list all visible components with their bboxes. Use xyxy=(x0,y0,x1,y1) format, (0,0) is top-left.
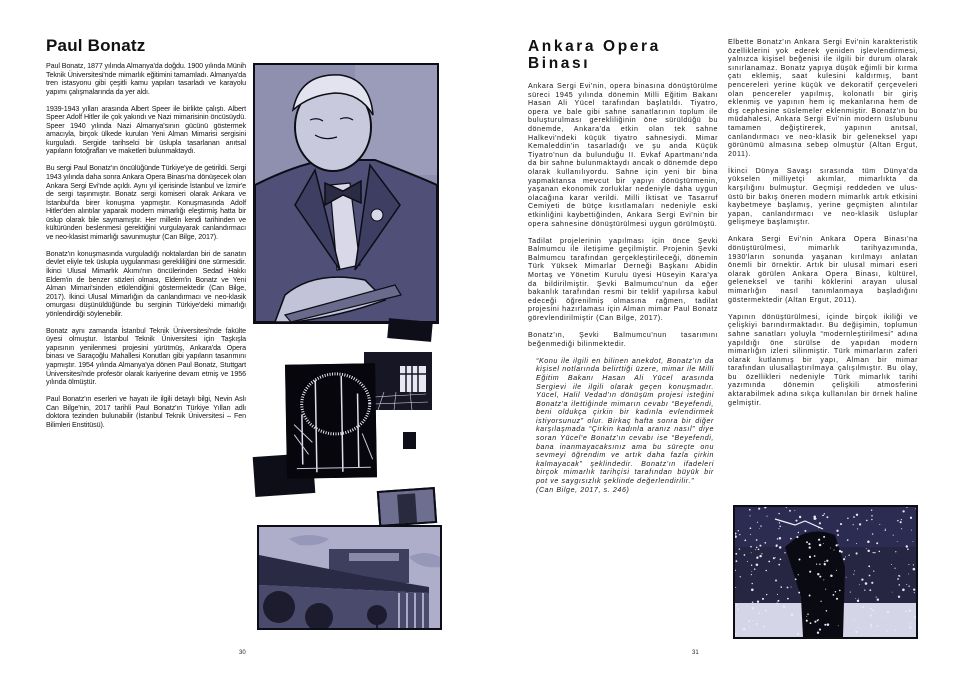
snowflake xyxy=(913,568,916,571)
snowflake xyxy=(814,621,816,623)
snowflake xyxy=(794,510,795,511)
snowflake xyxy=(833,594,835,596)
snowflake xyxy=(761,553,762,554)
snowflake xyxy=(779,537,782,540)
snowflake xyxy=(840,523,842,525)
snowflake xyxy=(853,524,854,525)
snowflake xyxy=(766,594,767,595)
decorative-block xyxy=(403,432,416,449)
snowflake xyxy=(820,601,821,602)
snowflake xyxy=(901,528,902,529)
snowflake xyxy=(857,627,858,628)
snowflake xyxy=(779,522,780,523)
snowflake xyxy=(759,528,760,529)
snowflake xyxy=(751,552,752,553)
snowflake xyxy=(894,568,895,569)
quote-text: “Konu ile ilgili en bilinen anekdot, Bonatz'ın da kişisel notlarında belirttiği üzere, mimar ile Milli Eğitim Bakanı Hasan Ali Yücel arasında Sergievi ile ilgili olarak geçen konuşmadır. Yücel, Halil Vedad'ın dönüşüm projesi isteğini Bonatz'a ilettiğinde mimarın cevabı “Beyefendi, beni oldukça çirkin bir kadınla evlendirmek istiyorsunuz” olur. Birkaç hafta sonra bir diğer karşılaşmada “Çirkin kadınla aranız nasıl” diye soran Yücel'e Bonatz'ın cevabı ise “Beyefendi, bana inanmayacaksınız ama bu süreçte onu sevmeyi öğrendim ve artık daha fazla çirkin kalmayacak” şeklindedir. Bonatz'ın ifadeleri birçok mimarlık tarihçisi tarafından büyük bir pot ve saygısızlık şeklinde değerlendirilir.” xyxy=(536,356,714,486)
snowflake xyxy=(743,628,746,631)
portrait-illustration xyxy=(253,63,439,324)
snowflake xyxy=(885,528,886,529)
snowflake xyxy=(766,516,767,517)
snowflake xyxy=(781,587,782,588)
snowflake xyxy=(893,535,894,536)
snowflake xyxy=(868,565,870,567)
snowflake xyxy=(845,557,846,558)
snowflake xyxy=(756,563,759,566)
snowflake xyxy=(791,613,794,616)
snowflake xyxy=(778,513,779,514)
snowflake xyxy=(873,552,874,553)
snowflake xyxy=(835,591,837,593)
snowflake xyxy=(836,570,837,571)
snowflake xyxy=(818,539,820,541)
snowflake xyxy=(877,635,878,636)
decorative-block xyxy=(387,318,433,342)
snowflake xyxy=(824,624,826,626)
snowflake xyxy=(892,592,893,593)
snowflake xyxy=(895,629,896,630)
snowflake xyxy=(910,517,912,519)
paragraph: Tadilat projelerinin yapılması için önce Şevki Balmumcu ile iletişime geçilmiştir. Projenin Şevki Balmumcu tarafından gerçekleştirileceği, dönemin Türk Yüksek Mimarlar Derneği Başkanı Abidin Mortaş ve Yönetim Kurulu üyesi Hüseyin Kara'ya da bildirilmiştir. Şevki Balmumcu'nun da eğer bakanlık tarafından resmi bir teklif yapılırsa kabul edeceği öğrenilmiş olmasına rağmen, tadilat projesini hazırlaması için Alman mimar Paul Bonatz görevlendirilmiştir (Can Bilge, 2017). xyxy=(528,236,718,322)
snowflake xyxy=(908,573,909,574)
snowflake xyxy=(768,561,770,563)
snowflake xyxy=(877,625,879,627)
snowflake xyxy=(747,561,748,562)
paragraph: Yapının dönüştürülmesi, içinde birçok ikiliği ve çelişkiyi barındırmaktadır. Bu değişimin, toplumun sahne sanatları yoluyla “modernleştirilmesi” adına yapıldığı öne sürülse de yapıdan modern mimarlığın izleri silinmiştir. Türk mimarların zaferi olarak kutlanmış bir yapı, Alman bir mimar tarafından ulusallaştırılmaya çalışılmıştır. Bu olay, bu özellikleri nedeniyle Türk mimarlık tarihi yazımında dönemin çelişkili atmosferini aktarabilmek adına sıkça kullanılan bir örnek haline gelmiştir. xyxy=(728,312,918,407)
snowflake xyxy=(870,608,872,610)
snowflake xyxy=(735,553,737,555)
snowflake xyxy=(879,551,881,553)
snowflake xyxy=(804,530,806,532)
snowflake xyxy=(752,583,753,584)
snowflake xyxy=(778,564,780,566)
snowflake xyxy=(758,612,760,614)
snowflake xyxy=(872,609,874,611)
snowflake xyxy=(836,598,838,600)
snowflake xyxy=(902,510,904,512)
snowflake xyxy=(897,578,899,580)
snowflake xyxy=(857,600,859,602)
snowflake xyxy=(776,545,778,547)
snowflake xyxy=(818,527,820,529)
snowflake xyxy=(830,547,831,548)
snowflake xyxy=(855,631,857,633)
snowflake xyxy=(864,589,865,590)
snowflake xyxy=(914,592,915,593)
snowflake xyxy=(859,523,861,525)
snowflake xyxy=(905,611,907,613)
snowflake xyxy=(784,552,785,553)
snowflake xyxy=(835,544,837,546)
snowflake xyxy=(891,564,892,565)
snowflake xyxy=(866,520,868,522)
snowflake xyxy=(837,534,839,536)
snowflake xyxy=(779,546,781,548)
snowflake xyxy=(806,541,808,543)
snowflake xyxy=(750,534,751,535)
snowflake xyxy=(909,626,911,628)
snowflake xyxy=(736,604,738,606)
snowflake xyxy=(817,632,819,634)
snowflake xyxy=(854,570,855,571)
page-title-paul-bonatz: Paul Bonatz xyxy=(46,36,146,55)
snowflake xyxy=(819,576,821,578)
snowstorm-figure-drawing xyxy=(735,507,916,637)
snowflake xyxy=(857,528,858,529)
snowflake xyxy=(762,598,764,600)
snowflake xyxy=(775,557,776,558)
snowflake xyxy=(789,510,791,512)
snowflake xyxy=(869,575,871,577)
snowflake xyxy=(873,570,874,571)
paragraph: İkinci Dünya Savaşı sırasında tüm Dünya'da yükselen milliyetçi akımlar, mimarlıkta da karşılığını bulmuştur. Geçmişi reddeden ve ulus-üstü bir bakış öneren modern mimarlık artık etkisini kaybetmeye başlamış, yerine geçmişten alıntılar yapan, canlandırmacı ve neo-klasik üsluplar gelişmeye başlamıştır. xyxy=(728,166,918,227)
snowflake xyxy=(839,590,841,592)
snowflake xyxy=(809,556,811,558)
paragraph: Paul Bonatz, 1877 yılında Almanya'da doğdu. 1900 yılında Münih Teknik Üniversitesi'nde mimarlık eğitimini tamamladı. Almanya'da tren istasyonu gibi çeşitli kamu yapıları tasarladı ve karayolu yapımı çalışmalarında da yer aldı. xyxy=(46,62,247,96)
snowflake xyxy=(847,539,849,541)
snowflake xyxy=(910,622,911,623)
snowflake xyxy=(900,521,902,523)
snowflake xyxy=(749,515,750,516)
snowflake xyxy=(887,611,889,613)
snowflake xyxy=(897,541,898,542)
snowflake xyxy=(824,513,825,514)
snowflake xyxy=(848,555,849,556)
snowflake xyxy=(809,571,811,573)
snowflake xyxy=(755,549,756,550)
snowflake xyxy=(895,551,896,552)
paragraph: Bu sergi Paul Bonatz'ın öncülüğünde Türkiye'ye de getirildi. Sergi 1943 yılında daha sonra Ankara Opera Binası'na dönüşecek olan Ankara Sergi Evi'nde açıldı. Aynı yıl içerisinde İstanbul ve İzmir'e de sergi taşınmıştır. Bonatz sergi komiseri olarak Ankara ve İstanbul'da birer konuşma yapmıştır. Konuşmasında Adolf Hitler'den alıntılar yaparak modern mimarlığı eleştirmiş hatta bir üslup olarak bile saymamıştır. Her milletin kendi tarihinden ve kültüründen beslenmesi gerektiğini vurgulayarak canlandırmacı ve neo-klasist mimarlığı savunmuştur (Can Bilge, 2017). xyxy=(46,164,246,241)
snowflake xyxy=(909,610,911,612)
snowflake xyxy=(759,555,761,557)
paragraph: Paul Bonatz'ın eserleri ve hayatı ile ilgili detaylı bilgi, Nevin Aslı Can Bilge'nin, 2017 tarihli Paul Bonatz'ın Türkiye Yılları adlı doktora tezinden bulunabilir (İstanbul Teknik Üniversitesi – Fen Bilimleri Enstitüsü). xyxy=(46,395,246,429)
snowflake xyxy=(779,525,781,527)
right-text-column-1 xyxy=(528,82,718,494)
snowflake xyxy=(753,620,754,621)
snowflake xyxy=(855,598,856,599)
snowflake xyxy=(813,516,816,519)
opera-building-drawing xyxy=(259,527,440,628)
left-text-column xyxy=(46,62,246,438)
snowflake xyxy=(861,606,862,607)
snowflake xyxy=(870,615,872,617)
snowflake xyxy=(816,563,817,564)
snowflake xyxy=(853,516,855,518)
snowflake xyxy=(899,584,901,586)
page-number: 31 xyxy=(692,650,699,656)
snowflake xyxy=(735,587,736,588)
snowflake xyxy=(843,558,845,560)
page-number: 30 xyxy=(239,650,246,656)
snowflake xyxy=(750,527,752,529)
snowflake xyxy=(738,530,739,531)
snowflake xyxy=(826,516,828,518)
snowflake xyxy=(826,560,828,562)
snowflake xyxy=(819,564,820,565)
snowflake xyxy=(807,613,809,615)
snowflake xyxy=(871,626,873,628)
snowflake xyxy=(810,622,812,624)
snowflake xyxy=(752,601,753,602)
snowstorm-figure-illustration xyxy=(733,505,918,639)
snowflake xyxy=(798,532,799,533)
snowflake xyxy=(759,545,761,547)
paragraph: Elbette Bonatz'ın Ankara Sergi Evi'nin karakteristik özelliklerini yok ederek yeniden işlevlendirmesi, yalnızca kişisel beğenisi ile ilgili bir durum olarak sınırlanamaz. Bonatz yapıya düşük eğimli bir kırma çatı eklemiş, saat kulesini kaldırmış, bant pencereleri yerine küçük ve dekoratif çerçeveleri olan pencereler yapılmış, kolonatlı bir giriş eklenmiş ve yapının hem iç mekanlarına hem de dış cephesine süslemeler eklenmiştir. Bonatz'ın bu müdahalesi, Ankara Sergi Evi'nin modern üslubunu tamamen değiştirerek, yapının anıtsal, canlandırmacı ve neo-klasik bir geleneksel yapı görünümü almasına sebep olmuştur (Altan Ergut, 2011). xyxy=(728,38,918,158)
snowflake xyxy=(907,548,909,550)
snowflake xyxy=(749,509,751,511)
snowflake xyxy=(870,624,872,626)
snowflake xyxy=(871,582,873,584)
snowflake xyxy=(906,545,908,547)
doorway-illustration xyxy=(377,487,437,527)
paragraph: Ankara Sergi Evi'nin Ankara Opera Binası'na dönüştürülmesi, mimarlık tarihyazımında, 1930'ların sonunda yaşanan kırılmayı anlatan önemli bir örnektir. Artık bir ulusal mimari eseri olarak görülen Ankara Opera Binası, kültürel, geleneksel ve tarihi köklerini arayan ulusal mimarlığın nasıl tanımlanmaya başladığını göstermektedir (Altan Ergut, 2011). xyxy=(728,235,918,304)
snowflake xyxy=(908,586,909,587)
opera-building-illustration xyxy=(257,525,442,630)
snowflake xyxy=(757,601,759,603)
snowflake xyxy=(846,577,847,578)
snowflake xyxy=(818,619,819,620)
snowflake xyxy=(806,620,808,622)
snowflake xyxy=(899,575,900,576)
snowflake xyxy=(913,588,915,590)
snowflake xyxy=(854,619,855,620)
snowflake xyxy=(838,544,839,545)
paragraph: Bonatz aynı zamanda İstanbul Teknik Üniversitesi'nde fakülte üyesi olmuştur. İstanbul Teknik Üniversitesi için Taşkışla yapısının yenilenmesi projesini yürütmüş, Ankara'da Opera binası ve Saraçoğlu Mahallesi Konutları gibi yapıların tasarımını yapmıştır. 1954 yılında Almanya'ya dönen Paul Bonatz, Stuttgart Üniversitesi'nde profesör olarak kariyerine devam etmiş ve 1956 yılında ölmüştür. xyxy=(46,326,246,387)
snowflake xyxy=(751,571,752,572)
snowflake xyxy=(885,529,886,530)
snowflake xyxy=(763,626,765,628)
snowflake xyxy=(861,578,863,580)
snowflake xyxy=(799,516,801,518)
snowflake xyxy=(819,522,821,524)
snowflake xyxy=(839,550,841,552)
rotunda-sketch-illustration xyxy=(285,363,377,479)
snowflake xyxy=(819,544,822,547)
snowflake xyxy=(775,580,777,582)
snowflake xyxy=(748,620,750,622)
snowflake xyxy=(913,564,914,565)
snowflake xyxy=(808,543,810,545)
snowflake xyxy=(865,582,868,585)
snowflake xyxy=(756,557,758,559)
snowflake xyxy=(838,625,839,626)
snowflake xyxy=(809,546,811,548)
snowflake xyxy=(740,576,741,577)
snowflake xyxy=(874,552,875,553)
snowflake xyxy=(790,538,792,540)
snowflake xyxy=(783,606,785,608)
snowflake xyxy=(819,629,821,631)
doorway-drawing xyxy=(379,489,435,525)
snowflake xyxy=(830,574,833,577)
snowflake xyxy=(871,519,872,520)
snowflake xyxy=(823,536,825,538)
snowflake xyxy=(787,587,789,589)
snowflake xyxy=(877,599,879,601)
snowflake xyxy=(765,610,767,612)
snowflake xyxy=(825,589,826,590)
snowflake xyxy=(756,623,758,625)
snowflake xyxy=(739,548,740,549)
snowflake xyxy=(739,534,740,535)
snowflake xyxy=(751,564,752,565)
snowflake xyxy=(796,536,798,538)
snowflake xyxy=(824,564,826,566)
snowflake xyxy=(780,558,782,560)
snowflake xyxy=(758,548,760,550)
snowflake xyxy=(823,543,824,544)
snowflake xyxy=(751,589,754,592)
snowflake xyxy=(850,592,851,593)
snowflake xyxy=(871,509,872,510)
snowflake xyxy=(853,574,854,575)
snowflake xyxy=(906,584,907,585)
snowflake xyxy=(862,606,864,608)
snowflake xyxy=(757,522,758,523)
snowflake xyxy=(901,519,902,520)
snowflake xyxy=(787,598,789,600)
quote-source: (Can Bilge, 2017, s. 246) xyxy=(536,485,630,494)
snowflake xyxy=(847,517,849,519)
snowflake xyxy=(872,533,873,534)
snowflake xyxy=(833,549,834,550)
snowflake xyxy=(744,554,746,556)
paragraph: Bonatz'ın, Şevki Balmumcu'nun tasarımını beğenmediği bilinmektedir. xyxy=(528,331,718,348)
snowflake xyxy=(862,634,863,635)
snowflake xyxy=(869,589,871,591)
snowflake xyxy=(823,515,824,516)
snowflake xyxy=(836,530,838,532)
snowflake xyxy=(797,633,799,635)
snowflake xyxy=(806,616,807,617)
snowflake xyxy=(876,542,878,544)
snowflake xyxy=(871,515,873,517)
snowflake xyxy=(754,568,756,570)
snowflake xyxy=(902,589,905,592)
snowflake xyxy=(795,578,797,580)
snowflake xyxy=(913,541,914,542)
snowflake xyxy=(885,616,886,617)
snowflake xyxy=(859,584,860,585)
snowflake xyxy=(758,508,760,510)
snowflake xyxy=(777,538,778,539)
page-title-ankara-opera: Ankara Opera Binası xyxy=(528,38,661,72)
snowflake xyxy=(795,520,797,522)
snowflake xyxy=(760,525,761,526)
snowflake xyxy=(814,555,816,557)
snowflake xyxy=(736,560,738,562)
snowflake xyxy=(827,623,830,626)
snowflake xyxy=(867,550,869,552)
snowflake xyxy=(752,607,754,609)
rotunda-sketch-drawing xyxy=(285,363,377,479)
snowflake xyxy=(744,540,746,542)
snowflake xyxy=(777,600,779,602)
snowflake xyxy=(867,540,870,543)
paragraph: 1939-1943 yılları arasında Albert Speer ile birlikte çalıştı. Albert Speer Adolf Hitler ile çok yakındı ve Nazi mimarisinin öncüsüydü. Speer 1940 yılında Nazi Almanya'sının gücünü göstermek amacıyla, birçok ülkede kurulan Yeni Alman Mimarisi sergisini kurguladı. Sergide tarihselci bir üslupla tasarlanan anıtsal yapıların fotoğrafları ve maketleri bulunmaktaydı. xyxy=(46,104,246,156)
snowflake xyxy=(749,627,750,628)
snowflake xyxy=(826,610,828,612)
snowflake xyxy=(799,559,801,561)
snowflake xyxy=(773,557,775,559)
snowflake xyxy=(816,518,817,519)
snowflake xyxy=(823,579,824,580)
snowflake xyxy=(876,597,877,598)
block-quote xyxy=(528,357,718,495)
snowflake xyxy=(777,594,778,595)
snowflake xyxy=(751,574,752,575)
snowflake xyxy=(866,548,867,549)
snowflake xyxy=(809,595,811,597)
snowflake xyxy=(791,587,792,588)
snowflake xyxy=(776,603,777,604)
paragraph: Bonatz'ın konuşmasında vurguladığı noktalardan biri de sanatın devlet eliyle tek üslupla uygulanması gerekliliğini öne sürmesidir. İkinci Ulusal Mimarlık Akımı'nın öncülerinden Sedad Hakkı Eldem'in de benzer sözleri olması, Eldem'in Bonatz ve Yeni Alman Mimari'sinden etkilendiğini göstermektedir (Can Bilge, 2017). İkinci Ulusal Mimarlığın da canlandırmacı ve neo-klasik omurgası düşünüldüğünde bu serginin Türkiye'deki mimarlığı yönlendirdiği söylenebilir. xyxy=(46,249,246,318)
snowflake xyxy=(897,520,899,522)
snowflake xyxy=(856,552,858,554)
snowflake xyxy=(886,630,888,632)
paragraph: Ankara Sergi Evi'nin, opera binasına dönüştürülme süreci 1945 yılında dönemin Milli Eğitim Bakanı Hasan Ali Yücel tarafından başlatıldı. Tiyatro, opera ve bale gibi sahne sanatlarının toplum ile buluşturulması gerekliliğinin öne sürüldüğü bu dönemde, Ankara'da etkin olan tek sahne Halkevi'ndeki küçük tiyatro sahnesiydi. Mimar Kemaleddin'in tasarladığı ve şu anda Küçük Tiyatro'nun da bulunduğu II. Evkaf Apartmanı'nda da bir sahne bulunmaktaydı ancak o dönemde depo olarak kullanılıyordu. Sahne için yeni bir bina yapmaktansa mevcut bir yapıyı dönüştürmenin, yaşanan ekonomik zorluklar nedeniyle daha uygun olacağına karar verildi. Milli İktisat ve Tasarruf Cemiyeti de bütçe kısıtlamaları nedeniyle eski etkinliğini kaybettiğinden, Ankara Sergi Evi'nin bir opera sahnesine dönüştürülmesi uygun görülmüştü. xyxy=(528,82,718,228)
snowflake xyxy=(764,542,766,544)
snowflake xyxy=(778,528,779,529)
snowflake xyxy=(858,598,859,599)
snowflake xyxy=(898,596,900,598)
snowflake xyxy=(737,609,738,610)
snowflake xyxy=(911,530,912,531)
snowflake xyxy=(750,546,752,548)
snowflake xyxy=(798,574,799,575)
snowflake xyxy=(824,561,825,562)
snowflake xyxy=(798,592,800,594)
right-page xyxy=(482,0,964,680)
snowflake xyxy=(756,539,758,541)
snowflake xyxy=(856,543,857,544)
snowflake xyxy=(765,570,767,572)
right-text-column-2 xyxy=(728,38,918,416)
snowflake xyxy=(822,515,823,516)
snowflake xyxy=(817,573,819,575)
snowflake xyxy=(908,564,909,565)
portrait-drawing xyxy=(255,65,437,322)
snowflake xyxy=(756,547,758,549)
snowflake xyxy=(879,524,880,525)
snowflake xyxy=(856,514,858,516)
